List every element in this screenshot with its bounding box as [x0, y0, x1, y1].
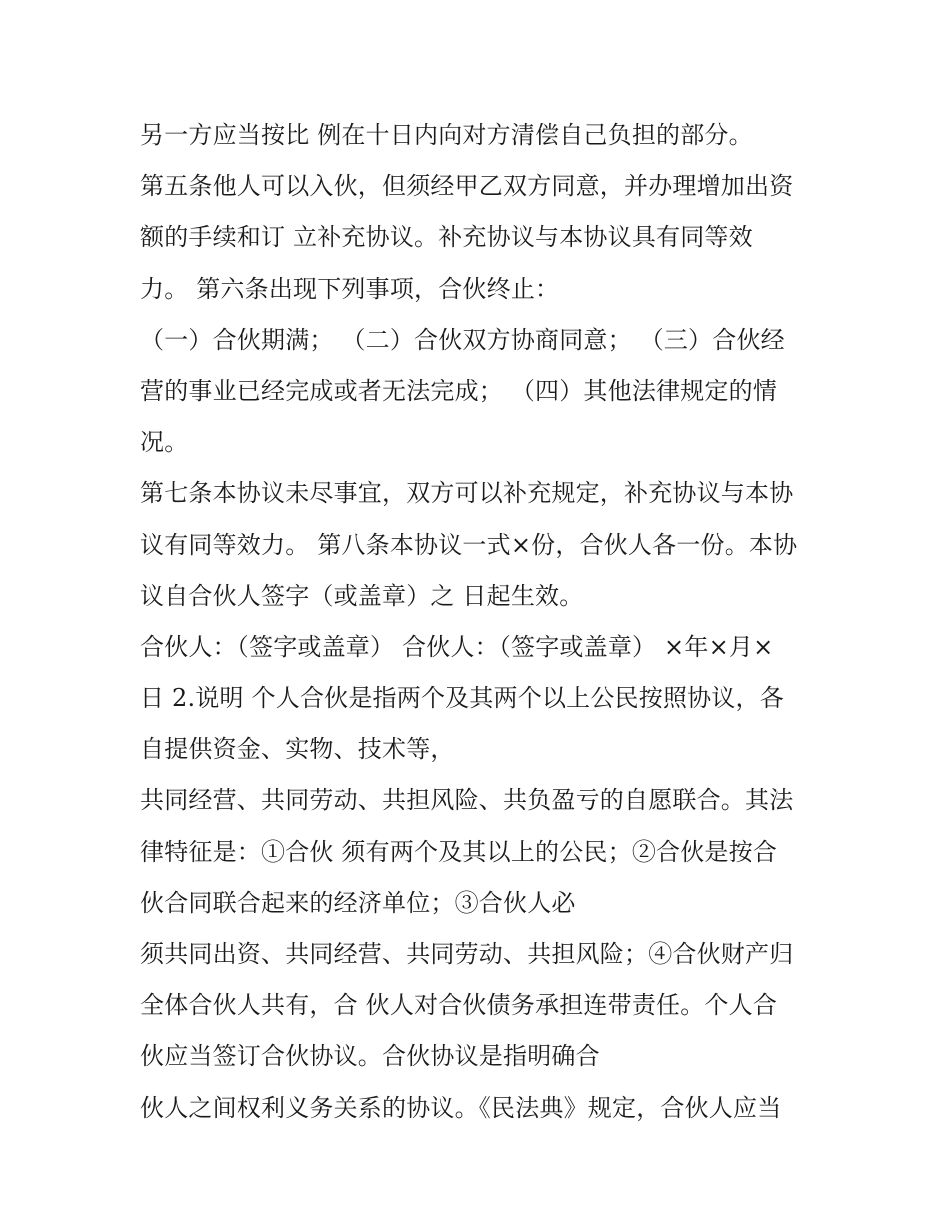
text-line: 自提供资金、实物、技术等，: [140, 735, 455, 764]
text-line: 共同经营、共同劳动、共担风险、共负盈亏的自愿联合。其法: [140, 786, 794, 815]
text-line: 全体合伙人共有，合 伙人对合伙债务承担连带责任。个人合: [140, 991, 778, 1020]
text-line: 伙应当签订合伙协议。合伙协议是指明确合: [140, 1042, 600, 1071]
text-line: 须共同出资、共同经营、共同劳动、共担风险；④合伙财产归: [140, 940, 794, 968]
text-line: 伙合同联合起来的经济单位；③合伙人必: [140, 888, 576, 917]
text-line: 律特征是：①合伙 须有两个及其以上的公民；②合伙是按合: [140, 837, 778, 866]
text-line: 额的手续和订 立补充协议。补充协议与本协议具有同等效: [140, 223, 753, 252]
text-line: 另一方应当按比 例在十日内向对方清偿自己负担的部分。: [140, 121, 753, 149]
text-line: 日 2.说明 个人合伙是指两个及其两个以上公民按照协议，各: [140, 684, 784, 713]
text-line: 议有同等效力。 第八条本协议一式×份，合伙人各一份。本协: [140, 530, 798, 559]
text-line: （一）合伙期满； （二）合伙双方协商同意； （三）合伙经: [140, 325, 785, 354]
text-line: 伙人之间权利义务关系的协议。《民法典》规定，合伙人应当: [140, 1093, 782, 1122]
text-line: 况。: [140, 428, 189, 457]
text-line: 议自合伙人签字（或盖章）之 日起生效。: [140, 581, 584, 610]
document-body: [140, 110, 830, 1134]
text-line: 合伙人：（签字或盖章） 合伙人：（签字或盖章） ×年×月×: [140, 632, 774, 661]
text-line: 第五条他人可以入伙，但须经甲乙双方同意，并办理增加出资: [140, 172, 794, 201]
text-line: 力。 第六条出现下列事项，合伙终止：: [140, 274, 560, 303]
text-line: 第七条本协议未尽事宜，双方可以补充规定，补充协议与本协: [140, 479, 794, 508]
text-line: 营的事业已经完成或者无法完成； （四）其他法律规定的情: [140, 376, 778, 405]
